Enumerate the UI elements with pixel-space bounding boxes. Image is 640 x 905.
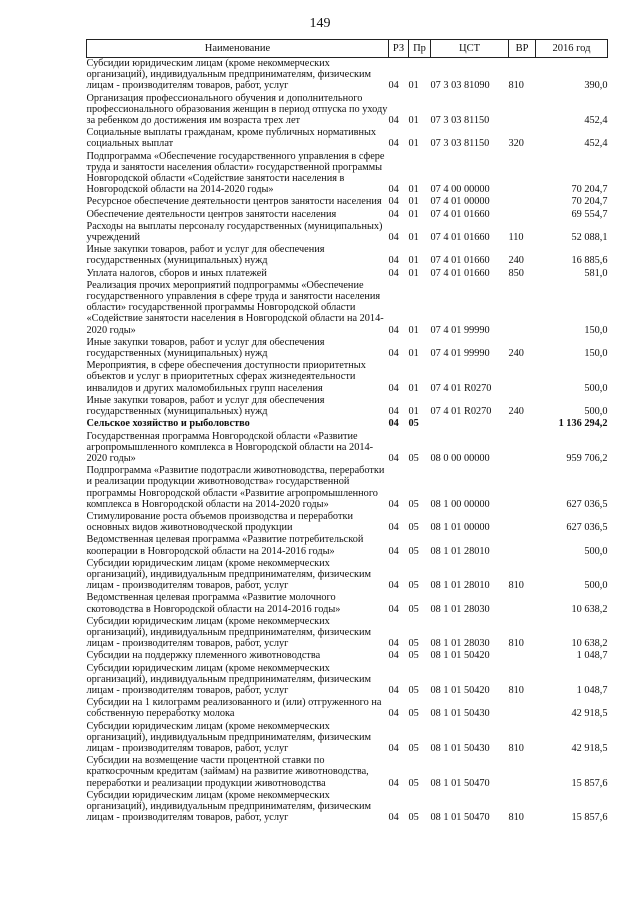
row-name: Иные закупки товаров, работ и услуг для обеспечения государственных (муниципальных) нужд [86,394,325,418]
row-amount: 15 857,6 [571,812,608,824]
row-cst-code: 07 4 01 00000 [430,196,490,208]
row-amount: 500,0 [584,382,608,394]
row-name: Расходы на выплаты персоналу государственных (муниципальных) учреждений [86,220,383,244]
row-pr-code: 05 [408,418,419,430]
table-row [87,558,608,593]
table-row [87,534,608,557]
row-cst-code: 07 4 01 R0270 [430,406,492,418]
table-row [87,650,608,662]
row-amount: 500,0 [584,580,608,592]
row-amount: 150,0 [584,348,608,360]
row-name: Субсидии на поддержку племенного животноводства [86,650,321,662]
row-rz-code: 04 [388,138,399,150]
row-cst-code: 08 1 01 28030 [430,638,490,650]
row-rz-code: 04 [388,812,399,824]
row-rz-code: 04 [388,742,399,754]
row-rz-code: 04 [388,232,399,244]
table-row [87,209,608,221]
table-row [87,58,608,93]
row-amount: 69 554,7 [571,208,608,220]
row-vr-code: 810 [508,742,524,754]
row-name: Ведомственная целевая программа «Развитие молочного скотоводства в Новгородской области на 2014-2016 годы» [86,592,341,615]
row-amount: 959 706,2 [566,452,608,464]
row-name: Ресурсное обеспечение деятельности центров занятости населения [86,196,382,208]
table-row [87,697,608,720]
row-vr-code: 810 [508,638,524,650]
row-amount: 150,0 [584,324,608,336]
row-pr-code: 05 [408,498,419,510]
row-amount: 16 885,6 [571,255,608,267]
row-name: Субсидии юридическим лицам (кроме некоммерческих организаций), индивидуальным предпринимателям, физическим лицам - производителям товаров, работ, услуг [86,720,372,754]
row-pr-code: 05 [408,545,419,557]
row-rz-code: 04 [388,708,399,720]
table-header-row [87,40,608,58]
table-row [87,127,608,150]
row-amount: 627 036,5 [566,522,608,534]
row-pr-code: 05 [408,708,419,720]
row-rz-code: 04 [388,684,399,696]
row-vr-code [509,280,536,337]
row-cst-code: 07 3 03 81150 [430,138,490,150]
row-vr-code [509,93,536,128]
row-cst-code: 08 1 01 50470 [430,812,490,824]
row-name: Субсидии на 1 килограмм реализованного и (или) отгруженного на собственную переработку молока [86,697,382,720]
table-row [87,395,608,418]
row-cst-code: 08 1 01 28030 [430,603,490,615]
table-row [87,663,608,698]
row-pr-code: 05 [408,580,419,592]
row-cst-code: 07 4 01 01660 [430,267,490,279]
row-name: Субсидии юридическим лицам (кроме некоммерческих организаций), индивидуальным предпринимателям, физическим лицам - производителям товаров, работ, услуг [86,557,372,592]
row-pr-code: 05 [408,812,419,824]
header-rz: РЗ [389,40,409,58]
row-pr-code: 05 [408,638,419,650]
row-rz-code: 04 [388,418,399,430]
row-cst-code: 07 4 01 01660 [430,232,490,244]
row-pr-code: 01 [408,115,419,127]
row-pr-code: 01 [408,348,419,360]
row-name: Иные закупки товаров, работ и услуг для обеспечения государственных (муниципальных) нужд [86,244,325,267]
table-row [87,337,608,360]
row-vr-code: 110 [508,232,524,244]
row-vr-code [509,209,536,221]
row-vr-code [509,650,536,662]
row-cst-code: 08 1 01 28010 [430,545,490,557]
row-rz-code: 04 [388,382,399,394]
row-vr-code [509,697,536,720]
row-pr-code: 01 [408,184,419,196]
row-amount: 1 048,7 [576,684,608,696]
table-row [87,221,608,244]
row-cst-code: 08 1 01 00000 [430,522,490,534]
row-amount: 10 638,2 [571,638,608,650]
row-name: Государственная программа Новгородской области «Развитие агропромышленного комплекса в Новгородской области на 2014-2020 годы» [86,430,374,464]
row-cst-code: 08 1 01 50420 [430,650,490,662]
row-rz-code: 04 [388,115,399,127]
row-cst-code: 08 1 01 50470 [430,777,490,789]
table-row [87,616,608,651]
row-cst-code: 08 1 01 50420 [430,684,490,696]
row-amount: 10 638,2 [571,603,608,615]
table-row [87,755,608,790]
row-cst-code: 08 1 00 00000 [430,498,490,510]
header-sum: 2016 год [536,40,608,58]
row-vr-code [509,151,536,197]
row-amount: 15 857,6 [571,777,608,789]
table-row [87,360,608,395]
row-name: Мероприятия, в сфере обеспечения доступности приоритетных объектов и услуг в приоритетных сферах жизнедеятельности инвалидов и других маломобильных групп населения [86,360,366,394]
row-name: Подпрограмма «Обеспечение государственного управления в сфере труда и занятости населения области» государственной программы Новгородской области «Содействие занятости населения в Новгородской области на 2014-2020 годы» [86,150,385,196]
row-cst-code: 08 1 01 50430 [430,742,490,754]
row-pr-code: 05 [408,650,419,662]
row-vr-code [509,418,536,430]
table-row [87,721,608,756]
row-vr-code [509,196,536,208]
row-rz-code: 04 [388,255,399,267]
row-vr-code: 240 [508,348,524,360]
row-rz-code: 04 [388,650,399,662]
table-row [87,268,608,280]
row-cst-code: 08 1 01 28010 [430,580,490,592]
row-rz-code: 04 [388,184,399,196]
table-row [87,790,608,825]
row-cst-code: 08 0 00 00000 [430,452,490,464]
header-name: Наименование [87,40,389,58]
row-vr-code [509,592,536,615]
row-vr-code: 810 [508,684,524,696]
row-amount: 70 204,7 [571,184,608,196]
row-pr-code: 05 [408,684,419,696]
row-vr-code: 810 [508,580,524,592]
row-cst-code: 07 3 03 81090 [430,80,490,92]
row-rz-code: 04 [388,580,399,592]
table-body [87,58,608,825]
table-row [87,431,608,466]
row-rz-code: 04 [388,522,399,534]
row-vr-code [509,465,536,511]
row-name: Иные закупки товаров, работ и услуг для обеспечения государственных (муниципальных) нужд [86,336,325,360]
row-name: Сельское хозяйство и рыболовство [86,418,250,430]
header-vr: ВР [509,40,536,58]
row-amount: 627 036,5 [566,498,608,510]
row-name: Организация профессионального обучения и дополнительного профессионального образования женщин в период отпуска по уходу за ребенком до достижения им возраста трех лет [86,92,388,127]
row-name: Уплата налогов, сборов и иных платежей [86,267,267,279]
row-amount: 1 136 294,2 [558,418,608,430]
row-pr-code: 01 [408,382,419,394]
row-name: Субсидии юридическим лицам (кроме некоммерческих организаций), индивидуальным предпринимателям, физическим лицам - производителям товаров, работ, услуг [86,662,372,696]
row-rz-code: 04 [388,603,399,615]
row-cst-code: 07 4 00 00000 [430,184,490,196]
row-vr-code: 850 [508,267,524,279]
row-vr-code: 810 [508,812,524,824]
row-vr-code: 810 [508,80,524,92]
row-cst-code: 07 3 03 81150 [430,115,490,127]
row-cst-code: 07 4 01 01660 [430,208,490,220]
row-name: Социальные выплаты гражданам, кроме публичных нормативных социальных выплат [86,127,377,150]
row-name: Реализация прочих мероприятий подпрограммы «Обеспечение государственного управления в сфере труда и занятости населения области» государственной программы Новгородской области «Содействие занятости населения в Новгородской области на 2014-2020 годы» [86,279,384,336]
row-amount: 452,4 [584,115,608,127]
row-pr-code: 01 [408,138,419,150]
row-cst-code: 08 1 01 50430 [430,708,490,720]
row-vr-code: 320 [508,138,524,150]
table-row [87,93,608,128]
row-pr-code: 05 [408,603,419,615]
row-amount: 70 204,7 [571,196,608,208]
row-amount: 42 918,5 [571,708,608,720]
row-amount: 1 048,7 [576,650,608,662]
row-cst-code: 07 4 01 R0270 [430,382,492,394]
row-amount: 500,0 [584,545,608,557]
row-pr-code: 01 [408,208,419,220]
row-cst-code: 07 4 01 99990 [430,324,490,336]
row-pr-code: 01 [408,255,419,267]
row-pr-code: 05 [408,452,419,464]
row-pr-code: 01 [408,267,419,279]
row-rz-code: 04 [388,324,399,336]
row-pr-code: 01 [408,80,419,92]
table-row [87,465,608,511]
row-pr-code: 01 [408,232,419,244]
table-row [87,511,608,534]
row-pr-code: 01 [408,196,419,208]
row-pr-code: 05 [408,777,419,789]
row-name: Субсидии юридическим лицам (кроме некоммерческих организаций), индивидуальным предпринимателям, физическим лицам - производителям товаров, работ, услуг [86,58,372,92]
row-vr-code [509,360,536,395]
row-rz-code: 04 [388,545,399,557]
header-cst: ЦСТ [431,40,509,58]
row-vr-code [509,755,536,790]
row-pr-code: 01 [408,324,419,336]
row-name: Субсидии юридическим лицам (кроме некоммерческих организаций), индивидуальным предпринимателям, физическим лицам - производителям товаров, работ, услуг [86,615,372,650]
row-vr-code [509,534,536,557]
row-rz-code: 04 [388,638,399,650]
table-row [87,151,608,197]
table-row [87,592,608,615]
row-rz-code: 04 [388,498,399,510]
row-pr-code: 05 [408,522,419,534]
row-vr-code: 240 [508,255,524,267]
row-rz-code: 04 [388,406,399,418]
row-rz-code: 04 [388,452,399,464]
row-pr-code: 05 [408,742,419,754]
row-rz-code: 04 [388,777,399,789]
row-name: Подпрограмма «Развитие подотрасли животноводства, переработки и реализации продукции животноводства» государственной программы Новгородской области «Развитие агропромышленного комплекса в Новгородской области на 2014-2020 годы» [86,465,385,510]
row-rz-code: 04 [388,208,399,220]
header-pr: Пр [409,40,431,58]
section-row [87,418,608,430]
row-name: Субсидии на возмещение части процентной ставки по краткосрочным кредитам (займам) на развитие животноводства, переработки и реализации продукции животноводства [86,755,369,789]
row-name: Ведомственная целевая программа «Развитие потребительской кооперации в Новгородской области на 2014-2016 годы» [86,534,364,557]
row-rz-code: 04 [388,267,399,279]
table-row [87,244,608,267]
page-number: 149 [309,16,331,31]
row-rz-code: 04 [388,196,399,208]
row-name: Стимулирование роста объемов производства и переработки основных видов животноводческой продукции [86,510,353,534]
row-cst-code: 07 4 01 99990 [430,348,490,360]
row-amount: 452,4 [584,138,608,150]
table-row [87,280,608,337]
table-row [87,196,608,208]
row-vr-code: 240 [508,406,524,418]
row-rz-code: 04 [388,348,399,360]
row-vr-code [509,431,536,466]
row-cst-code [431,418,509,430]
row-name: Субсидии юридическим лицам (кроме некоммерческих организаций), индивидуальным предпринимателям, физическим лицам - производителям товаров, работ, услуг [86,789,372,824]
row-pr-code: 01 [408,406,419,418]
row-amount: 390,0 [584,80,608,92]
row-cst-code: 07 4 01 01660 [430,255,490,267]
row-vr-code [509,511,536,534]
row-amount: 581,0 [584,267,608,279]
row-name: Обеспечение деятельности центров занятости населения [86,208,337,220]
budget-table [86,39,608,824]
row-rz-code: 04 [388,80,399,92]
row-amount: 52 088,1 [571,232,608,244]
row-amount: 42 918,5 [571,742,608,754]
row-amount: 500,0 [584,406,608,418]
